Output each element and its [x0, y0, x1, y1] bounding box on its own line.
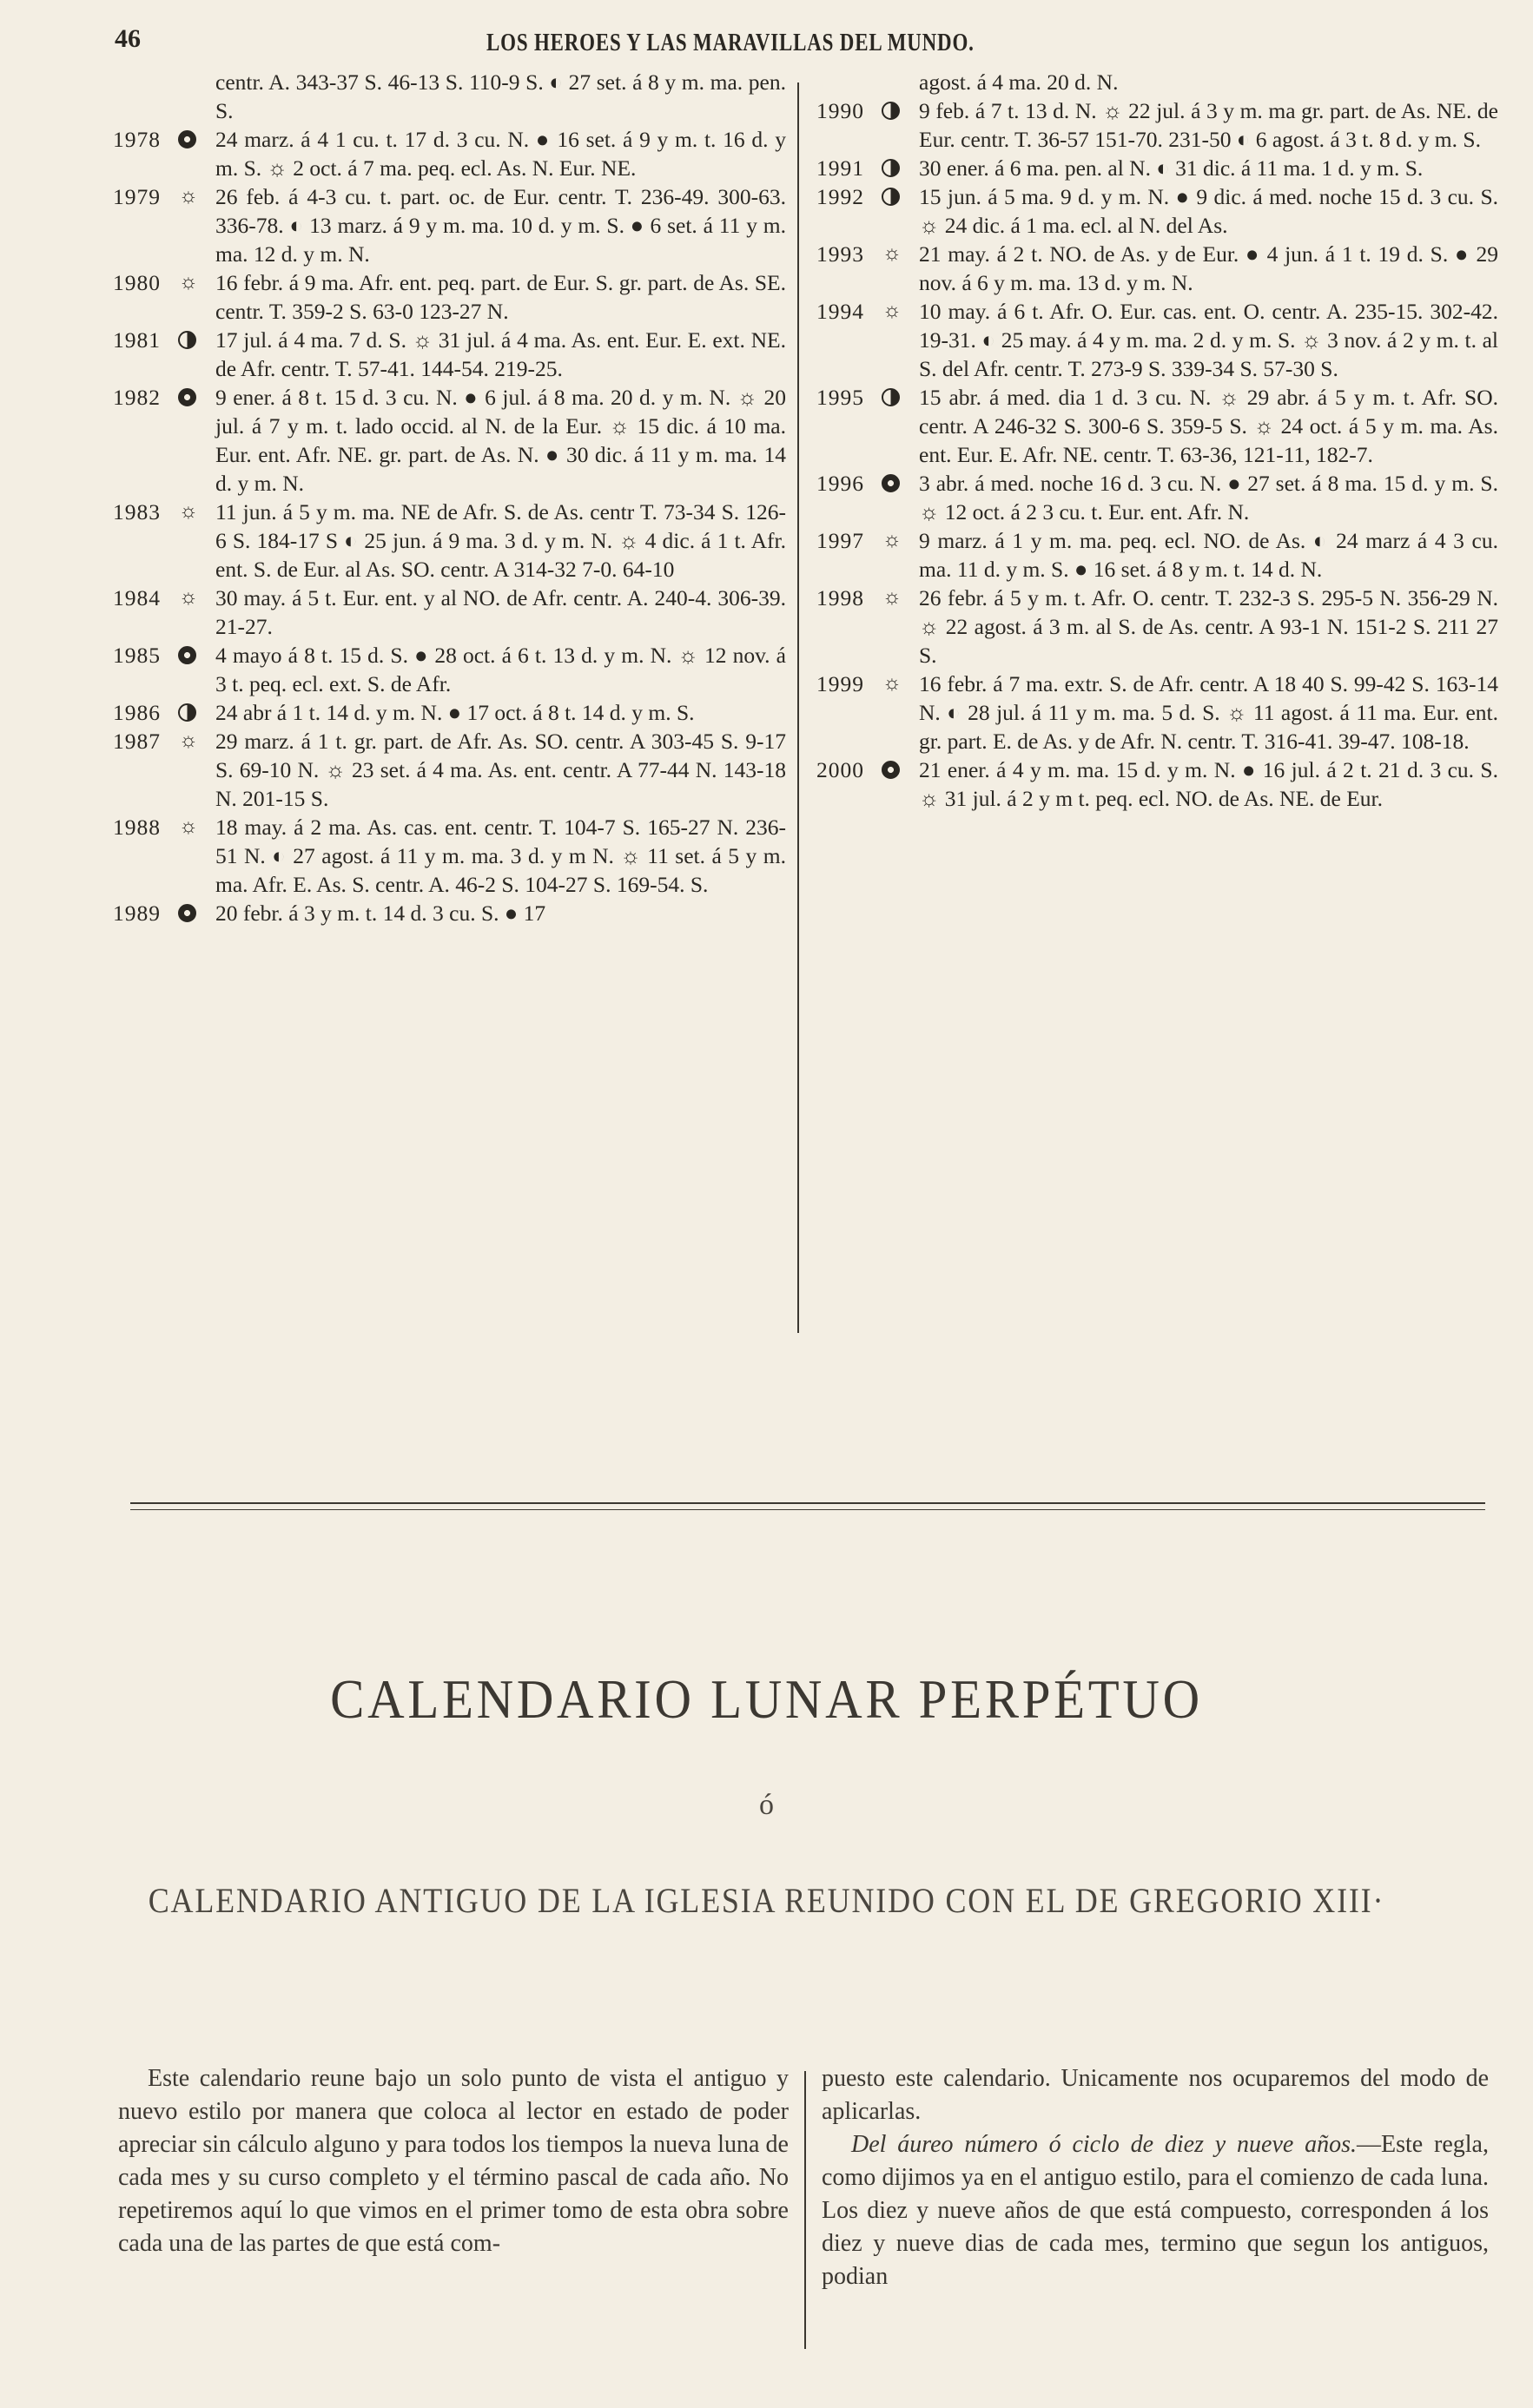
entry-text: 15 abr. á med. dia 1 d. 3 cu. N. ☼ 29 abr. á 5 y m. t. Afr. SO. centr. A 246-32 S. 300-6 S. 359-5 S. ☼ 24 oct. á 5 y m. ma. As. ent. Eur. E. Afr. NE. centr. T. 63-36, 121-11, 182-7. — [919, 385, 1498, 467]
eclipse-entry — [113, 125, 786, 182]
entry-year: 1994 — [816, 299, 864, 324]
entry-text: 16 febr. á 9 ma. Afr. ent. peq. part. de Eur. S. gr. part. de As. SE. centr. T. 359-2 S. 63-0 123-27 N. — [215, 270, 786, 324]
page-number: 46 — [115, 24, 141, 53]
body-right-paragraph-1: puesto este calendario. Unicamente nos ocuparemos del modo de aplicarlas. — [822, 2065, 1489, 2125]
full-moon-icon — [178, 904, 196, 922]
eclipse-entry — [816, 182, 1498, 240]
entry-text: 9 marz. á 1 y m. ma. peq. ecl. NO. de As. ◐ 24 marz á 4 3 cu. ma. 11 d. y m. S. ● 16 set. á 8 y m. t. 14 d. N. — [919, 528, 1498, 582]
section-rule-bottom — [130, 1509, 1485, 1510]
eclipse-entry — [816, 154, 1498, 182]
section-rule-top — [130, 1502, 1485, 1504]
entry-text: 10 may. á 6 t. Afr. O. Eur. cas. ent. O. centr. A. 235-15. 302-42. 19-31. ◐ 25 may. á 4 y m. ma. 2 d. y m. S. ☼ 3 nov. á 2 y m. t. al S. del Afr. centr. T. 273-9 S. 339-34 S. 57-30 S. — [919, 299, 1498, 381]
sun-icon: ☼ — [179, 586, 198, 609]
eclipse-entry — [113, 498, 786, 584]
section-subtitle: CALENDARIO ANTIGUO DE LA IGLESIA REUNIDO CON EL DE GREGORIO XIII· — [148, 1881, 1385, 1920]
sun-icon: ☼ — [179, 185, 198, 208]
entry-text: 26 feb. á 4-3 cu. t. part. oc. de Eur. centr. T. 236-49. 300-63. 336-78. ◐ 13 marz. á 9 y m. ma. 10 d. y m. S. ● 6 set. á 11 y m. ma. 12 d. y m. N. — [215, 184, 786, 267]
quarter-moon-icon — [882, 388, 900, 406]
entry-year: 1978 — [113, 127, 161, 152]
entry-text: 30 ener. á 6 ma. pen. al N. ◐ 31 dic. á 11 ma. 1 d. y m. S. — [919, 155, 1424, 181]
entry-text: 9 ener. á 8 t. 15 d. 3 cu. N. ● 6 jul. á 8 ma. 20 d. y m. N. ☼ 20 jul. á 7 y m. t. lado occid. al N. de la Eur. ☼ 15 dic. á 10 ma. Eur. ent. Afr. NE. gr. part. de As. N. ● 30 dic. á 11 y m. ma. 14 d. y m. N. — [215, 385, 786, 496]
entry-year: 1988 — [113, 815, 161, 840]
quarter-moon-icon — [178, 331, 196, 349]
eclipse-entry — [113, 268, 786, 326]
entry-text: 26 febr. á 5 y m. t. Afr. O. centr. T. 232-3 S. 295-5 N. 356-29 N. ☼ 22 agost. á 3 m. al S. de As. centr. A 93-1 N. 151-2 S. 211 27 S. — [919, 585, 1498, 668]
entry-text: 24 abr á 1 t. 14 d. y m. N. ● 17 oct. á 8 t. 14 d. y m. S. — [215, 700, 695, 725]
entry-year: 1996 — [816, 471, 864, 496]
body-right-text: —Este regla, como dijimos ya en el antiguo estilo, para el comienzo de cada luna. Los diez y nueve años de que está compuesto, corresponden á los diez y nueve dias de cada mes, termino que segun los antiguos, podian — [822, 2131, 1489, 2290]
quarter-moon-icon — [882, 102, 900, 120]
body-column-divider — [804, 2071, 806, 2349]
sun-icon: ☼ — [882, 300, 902, 322]
entry-year: 1980 — [113, 270, 161, 295]
sun-icon: ☼ — [179, 815, 198, 838]
entry-text: 21 may. á 2 t. NO. de As. y de Eur. ● 4 jun. á 1 t. 19 d. S. ● 29 nov. á 6 y m. ma. 13 d. y m. N. — [919, 241, 1498, 295]
entry-year: 1989 — [113, 901, 161, 926]
entry-text: 15 jun. á 5 ma. 9 d. y m. N. ● 9 dic. á med. noche 15 d. 3 cu. S. ☼ 24 dic. á 1 ma. ecl. al N. del As. — [919, 184, 1498, 238]
entry-year: 1998 — [816, 585, 864, 610]
eclipse-entry — [816, 68, 1498, 96]
eclipse-table-left-column — [113, 68, 786, 927]
sun-icon: ☼ — [882, 586, 902, 609]
full-moon-icon — [882, 761, 900, 779]
eclipse-entry — [113, 641, 786, 698]
entry-year: 1984 — [113, 585, 161, 610]
sun-icon: ☼ — [179, 729, 198, 752]
entry-year: 2000 — [816, 757, 864, 782]
eclipse-entry — [113, 68, 786, 125]
eclipse-entry — [816, 526, 1498, 584]
entry-year: 1986 — [113, 700, 161, 725]
entry-year: 1987 — [113, 729, 161, 754]
eclipse-entry — [113, 727, 786, 813]
column-divider — [797, 82, 799, 1333]
entry-year: 1985 — [113, 643, 161, 668]
entry-text: 21 ener. á 4 y m. ma. 15 d. y m. N. ● 16 jul. á 2 t. 21 d. 3 cu. S. ☼ 31 jul. á 2 y m t. peq. ecl. NO. de As. NE. de Eur. — [919, 757, 1498, 811]
entry-year: 1990 — [816, 98, 864, 123]
entry-year: 1991 — [816, 155, 864, 181]
entry-text: centr. A. 343-37 S. 46-13 S. 110-9 S. ◐ 27 set. á 8 y m. ma. pen. S. — [215, 69, 786, 123]
sun-icon: ☼ — [179, 271, 198, 294]
sun-icon: ☼ — [882, 242, 902, 265]
sun-icon: ☼ — [179, 500, 198, 523]
entry-text: 17 jul. á 4 ma. 7 d. S. ☼ 31 jul. á 4 ma. As. ent. Eur. E. ext. NE. de Afr. centr. T. 57-41. 144-54. 219-25. — [215, 327, 786, 381]
entry-text: 16 febr. á 7 ma. extr. S. de Afr. centr. A 18 40 S. 99-42 S. 163-14 N. ◐ 28 jul. á 11 y m. ma. 5 d. S. ☼ 11 agost. á 11 ma. Eur. ent. gr. part. E. de As. y de Afr. N. centr. T. 316-41. 39-47. 108-18. — [919, 671, 1498, 754]
body-right-paragraph-2 — [822, 2128, 1489, 2293]
entry-year: 1983 — [113, 499, 161, 524]
entry-year: 1981 — [113, 327, 161, 353]
eclipse-entry — [816, 584, 1498, 670]
eclipse-entry — [113, 182, 786, 268]
full-moon-icon — [178, 388, 196, 406]
eclipse-entry — [113, 813, 786, 899]
entry-year: 1982 — [113, 385, 161, 410]
entry-text: 3 abr. á med. noche 16 d. 3 cu. N. ● 27 set. á 8 ma. 15 d. y m. S. ☼ 12 oct. á 2 3 cu. t. Eur. ent. Afr. N. — [919, 471, 1498, 524]
entry-text: 20 febr. á 3 y m. t. 14 d. 3 cu. S. ● 17 — [215, 901, 546, 926]
eclipse-entry — [816, 96, 1498, 154]
body-text-right — [822, 2062, 1489, 2293]
quarter-moon-icon — [882, 159, 900, 177]
eclipse-entry — [113, 698, 786, 727]
eclipse-entry — [113, 899, 786, 927]
entry-text: 9 feb. á 7 t. 13 d. N. ☼ 22 jul. á 3 y m. ma gr. part. de As. NE. de Eur. centr. T. 36-57 151-70. 231-50 ◐ 6 agost. á 3 t. 8 d. y m. S. — [919, 98, 1498, 152]
entry-year: 1995 — [816, 385, 864, 410]
section-title: CALENDARIO LUNAR PERPÉTUO — [330, 1668, 1203, 1730]
quarter-moon-icon — [178, 703, 196, 722]
sun-icon: ☼ — [882, 529, 902, 551]
section-conjunction: ó — [759, 1789, 774, 1821]
eclipse-entry — [816, 755, 1498, 813]
eclipse-entry — [113, 584, 786, 641]
sun-icon: ☼ — [882, 672, 902, 695]
eclipse-entry — [113, 326, 786, 383]
entry-text: 4 mayo á 8 t. 15 d. S. ● 28 oct. á 6 t. 13 d. y m. N. ☼ 12 nov. á 3 t. peq. ecl. ext. S. de Afr. — [215, 643, 786, 696]
eclipse-entry — [816, 670, 1498, 755]
full-moon-icon — [178, 646, 196, 664]
body-text-left: Este calendario reune bajo un solo punto de vista el antiguo y nuevo estilo por manera que coloca al lector en estado de poder apreciar sin cálculo alguno y para todos los tiempos la nueva luna de cada mes y su curso completo y el término pascal de cada año. No repetiremos aquí lo que vimos en el primer tomo de esta obra sobre cada una de las partes de que está com- — [118, 2065, 789, 2257]
entry-text: agost. á 4 ma. 20 d. N. — [919, 69, 1119, 95]
entry-year: 1997 — [816, 528, 864, 553]
eclipse-entry — [816, 383, 1498, 469]
entry-year: 1999 — [816, 671, 864, 696]
eclipse-entry — [816, 297, 1498, 383]
entry-year: 1993 — [816, 241, 864, 267]
full-moon-icon — [882, 474, 900, 492]
body-right-heading: Del áureo número ó ciclo de diez y nueve años. — [851, 2131, 1358, 2158]
entry-year: 1979 — [113, 184, 161, 209]
eclipse-entry — [816, 469, 1498, 526]
entry-text: 11 jun. á 5 y m. ma. NE de Afr. S. de As. centr T. 73-34 S. 126-6 S. 184-17 S ◐ 25 jun. á 9 ma. 3 d. y m. N. ☼ 4 dic. á 1 t. Afr. ent. S. de Eur. al As. SO. centr. A 314-32 7-0. 64-10 — [215, 499, 786, 582]
running-title: LOS HEROES Y LAS MARAVILLAS DEL MUNDO. — [486, 30, 975, 56]
entry-text: 29 marz. á 1 t. gr. part. de Afr. As. SO. centr. A 303-45 S. 9-17 S. 69-10 N. ☼ 23 set. á 4 ma. As. ent. centr. A 77-44 N. 143-18 N. 201-15 S. — [215, 729, 786, 811]
quarter-moon-icon — [882, 188, 900, 206]
entry-text: 24 marz. á 4 1 cu. t. 17 d. 3 cu. N. ● 16 set. á 9 y m. t. 16 d. y m. S. ☼ 2 oct. á 7 ma. peq. ecl. As. N. Eur. NE. — [215, 127, 786, 181]
entry-text: 30 may. á 5 t. Eur. ent. y al NO. de Afr. centr. A. 240-4. 306-39. 21-27. — [215, 585, 786, 639]
full-moon-icon — [178, 130, 196, 148]
entry-text: 18 may. á 2 ma. As. cas. ent. centr. T. 104-7 S. 165-27 N. 236-51 N. ◐ 27 agost. á 11 y m. ma. 3 d. y m N. ☼ 11 set. á 5 y m. ma. Afr. E. As. S. centr. A. 46-2 S. 104-27 S. 169-54. S. — [215, 815, 786, 897]
eclipse-table-right-column — [816, 68, 1498, 813]
eclipse-entry — [816, 240, 1498, 297]
entry-year: 1992 — [816, 184, 864, 209]
eclipse-entry — [113, 383, 786, 498]
